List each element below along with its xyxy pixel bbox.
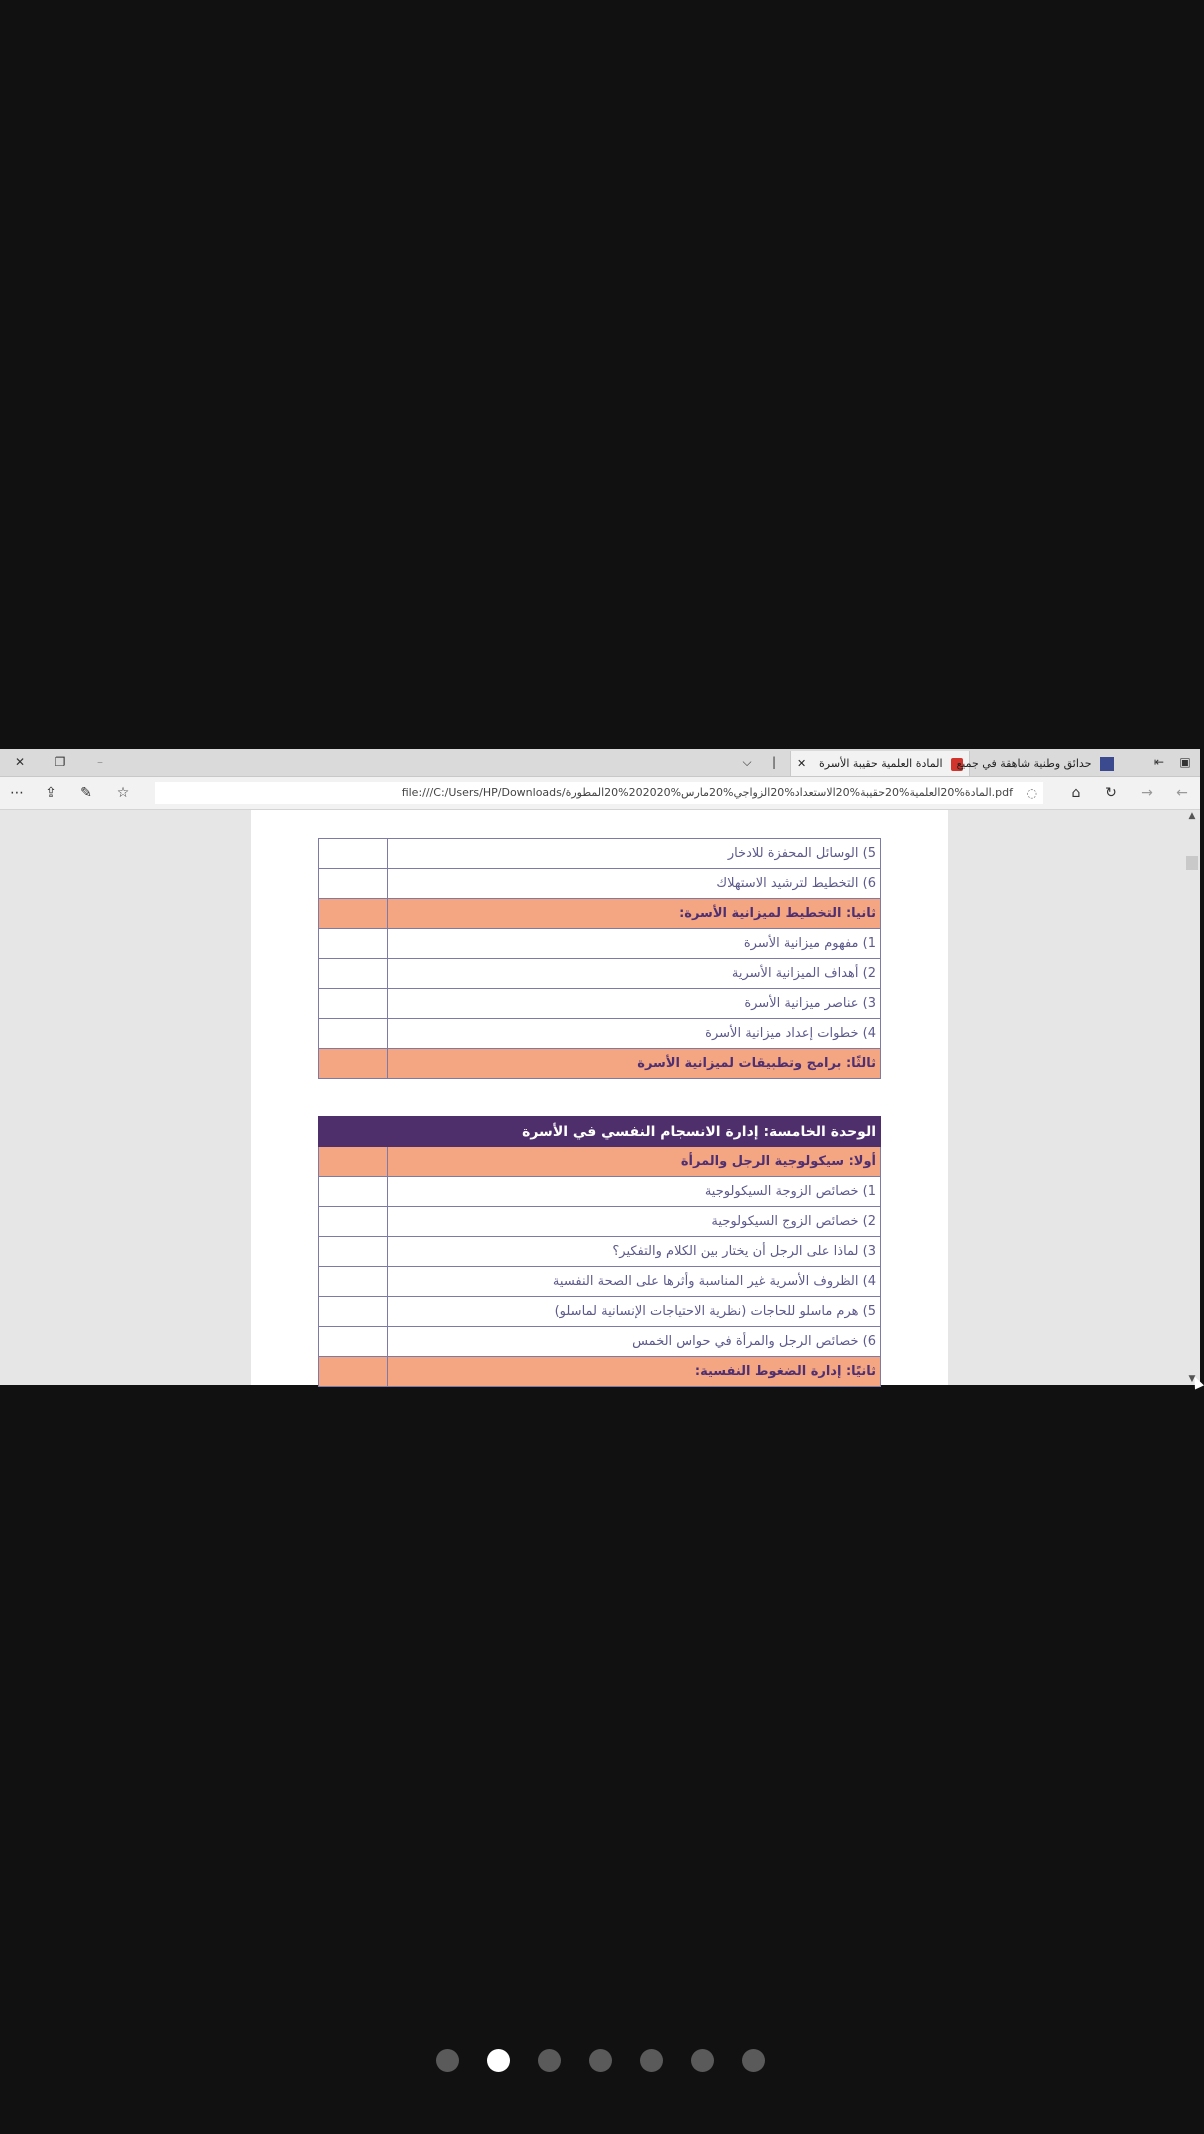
scroll-down-icon[interactable]: ▼	[1188, 1374, 1196, 1384]
carousel-dot[interactable]	[538, 2049, 561, 2072]
toc-row	[319, 1019, 881, 1049]
carousel-dot[interactable]	[742, 2049, 765, 2072]
browser-window	[0, 749, 1200, 1385]
toc-entry-text: 3) عناصر ميزانية الأسرة	[388, 989, 881, 1019]
refresh-icon[interactable]: ↻	[1105, 785, 1117, 801]
toc-page-cell	[319, 1267, 388, 1297]
toc-row	[319, 869, 881, 899]
pdf-viewer[interactable]	[0, 810, 1200, 1385]
toc-page-cell	[319, 1019, 388, 1049]
share-icon[interactable]: ⇪	[45, 785, 57, 801]
url-field[interactable]	[155, 782, 1043, 804]
back-icon[interactable]: →	[1141, 785, 1153, 801]
close-window-icon[interactable]: ✕	[14, 755, 26, 769]
toc-page-cell	[319, 869, 388, 899]
toc-table-bottom	[318, 1116, 881, 1387]
toc-page-cell	[319, 1237, 388, 1267]
toc-row	[319, 1297, 881, 1327]
toc-row	[319, 1267, 881, 1297]
toc-section-row	[319, 899, 881, 929]
toc-entry-text: 1) مفهوم ميزانية الأسرة	[388, 929, 881, 959]
scroll-thumb[interactable]	[1186, 856, 1198, 870]
tab-bar	[0, 749, 1200, 777]
tab-list-dropdown-icon[interactable]: ⌵	[742, 755, 752, 769]
toc-table-top	[318, 838, 881, 1079]
toc-row	[319, 1177, 881, 1207]
toc-entry-text: 5) الوسائل المحفزة للادخار	[388, 839, 881, 869]
favorites-icon[interactable]: ☆	[116, 785, 130, 801]
toc-page-cell	[319, 1327, 388, 1357]
mouse-cursor-icon	[1190, 1374, 1204, 1389]
toc-entry-text: ثانيا: التخطيط لميزانية الأسرة:	[388, 899, 881, 929]
toc-entry-text: أولا: سيكولوجية الرجل والمرأة	[388, 1147, 881, 1177]
toc-page-cell	[319, 839, 388, 869]
toc-page-cell	[319, 929, 388, 959]
pdf-page	[251, 810, 948, 1385]
tab-title: المادة العلمية حقيبة الأسرة	[819, 757, 943, 770]
toc-row	[319, 989, 881, 1019]
pen-icon[interactable]: ✎	[80, 785, 92, 801]
site-favicon-icon	[1100, 757, 1114, 771]
tab-preview-icon[interactable]: ⇤	[1153, 755, 1165, 769]
toc-entry-text: 5) هرم ماسلو للحاجات (نظرية الاحتياجات الإنسانية لماسلو)	[388, 1297, 881, 1327]
toc-entry-text: 4) الظروف الأسرية غير المناسبة وأثرها على الصحة النفسية	[388, 1267, 881, 1297]
forward-icon[interactable]: ←	[1176, 785, 1188, 801]
toc-row	[319, 1207, 881, 1237]
carousel-dot[interactable]	[589, 2049, 612, 2072]
restore-window-icon[interactable]: ❐	[54, 755, 66, 769]
toc-unit-row	[319, 1117, 881, 1147]
toc-page-cell	[319, 1177, 388, 1207]
toc-entry-text: 4) خطوات إعداد ميزانية الأسرة	[388, 1019, 881, 1049]
toc-page-cell	[319, 1297, 388, 1327]
toc-page-cell	[319, 989, 388, 1019]
toc-page-cell	[319, 1357, 388, 1387]
toc-entry-text: الوحدة الخامسة: إدارة الانسجام النفسي في الأسرة	[388, 1117, 881, 1147]
toc-entry-text: 6) التخطيط لترشيد الاستهلاك	[388, 869, 881, 899]
scroll-up-icon[interactable]: ▲	[1188, 811, 1196, 821]
toc-section-row	[319, 1357, 881, 1387]
tab-set-aside-icon[interactable]: ▣	[1179, 755, 1191, 769]
toc-page-cell	[319, 1049, 388, 1079]
url-text: file:///C:/Users/HP/Downloads/المادة%20العلمية%20حقيبة%20الاستعداد%20الزواجي%20مارس%202020%20المطورة.pdf	[401, 786, 1013, 799]
carousel-dot[interactable]	[436, 2049, 459, 2072]
tab-pdf-document[interactable]	[790, 751, 970, 776]
carousel-dot[interactable]	[691, 2049, 714, 2072]
home-icon[interactable]: ⌂	[1071, 785, 1081, 801]
tab-separator: |	[771, 755, 777, 769]
scrollbar[interactable]	[1184, 810, 1200, 1385]
toc-entry-text: 1) خصائص الزوجة السيكولوجية	[388, 1177, 881, 1207]
toc-section-row	[319, 1049, 881, 1079]
carousel-dot[interactable]	[640, 2049, 663, 2072]
minimize-window-icon[interactable]: –	[97, 755, 103, 769]
toc-row	[319, 929, 881, 959]
carousel-dot[interactable]	[487, 2049, 510, 2072]
toc-entry-text: 6) خصائص الرجل والمرأة في حواس الخمس	[388, 1327, 881, 1357]
carousel-indicator	[0, 2049, 1200, 2075]
toc-page-cell	[319, 959, 388, 989]
toc-row	[319, 839, 881, 869]
tab-title: حدائق وطنية شاهقة في جميع	[956, 757, 1092, 770]
toc-row	[319, 1237, 881, 1267]
toc-row	[319, 959, 881, 989]
reading-view-icon[interactable]: ◌	[1026, 786, 1037, 800]
toc-page-cell	[319, 1117, 388, 1147]
toc-entry-text: 2) خصائص الزوج السيكولوجية	[388, 1207, 881, 1237]
toc-page-cell	[319, 899, 388, 929]
toc-row	[319, 1327, 881, 1357]
toc-section-row	[319, 1147, 881, 1177]
toc-page-cell	[319, 1147, 388, 1177]
toc-entry-text: ثانيًا: إدارة الضغوط النفسية:	[388, 1357, 881, 1387]
more-icon[interactable]: ⋯	[10, 785, 24, 801]
tab-national-parks[interactable]	[956, 751, 1120, 776]
toc-entry-text: 2) أهداف الميزانية الأسرية	[388, 959, 881, 989]
toc-page-cell	[319, 1207, 388, 1237]
close-tab-icon[interactable]: ✕	[797, 757, 807, 770]
toc-entry-text: ثالثًا: برامج وتطبيقات لميزانية الأسرة	[388, 1049, 881, 1079]
toc-entry-text: 3) لماذا على الرجل أن يختار بين الكلام والتفكير؟	[388, 1237, 881, 1267]
